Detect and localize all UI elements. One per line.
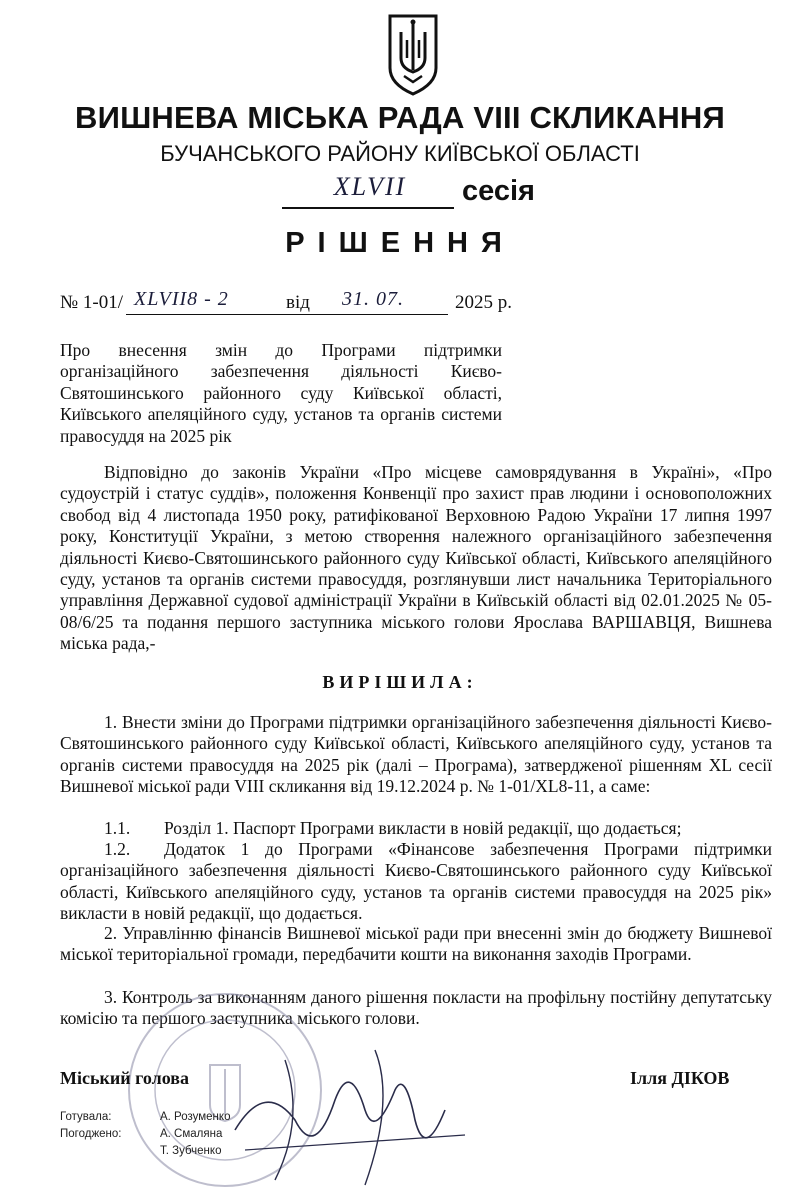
item-1-2-number: 1.2.	[104, 839, 131, 859]
handwritten-signature	[225, 1040, 485, 1190]
coat-of-arms-icon	[386, 12, 440, 96]
document-title: РІШЕННЯ	[285, 227, 515, 259]
prepared-name: А. Розуменко	[160, 1111, 231, 1123]
prepared-label: Готувала:	[60, 1111, 112, 1123]
date-handwritten: 31. 07.	[342, 288, 404, 310]
item-3: 3. Контроль за виконанням даного рішення покласти на профільну постійну депутатську комісію та першого заступника міського голови.	[60, 987, 772, 1029]
date-label: від	[286, 292, 310, 313]
item-1: 1. Внести зміни до Програми підтримки організаційного забезпечення діяльності Києво-Святошинського районного суду Київської області, Київського апеляційного суду, установ та органів системи правосуддя на 2025 рік (далі – Програма), затвердженої рішенням XL сесії Вишневої міської ради VIII скликання від 19.12.2024 р. № 1-01/XL8-11, а саме:	[60, 712, 772, 797]
item-1-1-text: Розділ 1. Паспорт Програми викласти в новій редакції, що додається;	[164, 818, 682, 838]
session-number-handwritten: XLVII	[333, 172, 407, 201]
decision-subject: Про внесення змін до Програми підтримки організаційного забезпечення діяльності Києво-Святошинського районного суду Київської області, Київського апеляційного суду, установ та органів системи правосуддя на 2025 рік	[60, 340, 502, 446]
agreed-name-2: Т. Зубченко	[160, 1145, 222, 1157]
decision-number-line	[60, 288, 760, 318]
agreed-name-1: А. Смаляна	[160, 1128, 223, 1140]
decision-number-handwritten: XLVII8 - 2	[134, 288, 229, 310]
item-1-2-text: Додаток 1 до Програми «Фінансове забезпечення Програми підтримки організаційного забезпечення діяльності Києво-Святошинського районного суду Київської області, Київського апеляційного суду, установ та органів системи правосуддя на 2025 рік» викласти в новій редакції, що додається.	[60, 839, 772, 924]
item-2: 2. Управлінню фінансів Вишневої міської ради при внесенні змін до бюджету Вишневої міської територіальної громади, передбачити кошти на виконання заходів Програми.	[60, 923, 772, 965]
preamble-paragraph: Відповідно до законів України «Про місцеве самоврядування в Україні», «Про судоустрій і статус суддів», положення Конвенції про захист прав людини і основоположних свобод від 4 листопада 1950 року, ратифікованої Верховною Радою України 17 липня 1997 року, Конституції України, з метою створення належного організаційного забезпечення діяльності Києво-Святошинського районного суду Київської області, Київського апеляційного суду, установ та органів системи правосуддя, розглянувши лист начальника Територіального управління Державної судової адміністрації України в Київській області від 02.01.2025 № 05-08/6/25 та подання першого заступника міського голови Ярослава ВАРШАВЦЯ, Вишнева міська рада,-	[60, 462, 772, 654]
decision-number-prefix: № 1-01/	[60, 292, 123, 313]
session-label: сесія	[462, 175, 535, 207]
signature-position: Міський голова	[60, 1068, 189, 1088]
signature-name: Ілля ДІКОВ	[630, 1068, 730, 1088]
agreed-label: Погоджено:	[60, 1128, 122, 1140]
decided-heading: ВИРІШИЛА:	[322, 672, 478, 692]
item-1-2	[60, 839, 772, 925]
district-name: БУЧАНСЬКОГО РАЙОНУ КИЇВСЬКОЇ ОБЛАСТІ	[160, 141, 640, 166]
council-name: ВИШНЕВА МІСЬКА РАДА VIII СКЛИКАННЯ	[75, 100, 725, 135]
decision-year: 2025 р.	[455, 292, 512, 313]
item-1-1-number: 1.1.	[104, 818, 131, 838]
